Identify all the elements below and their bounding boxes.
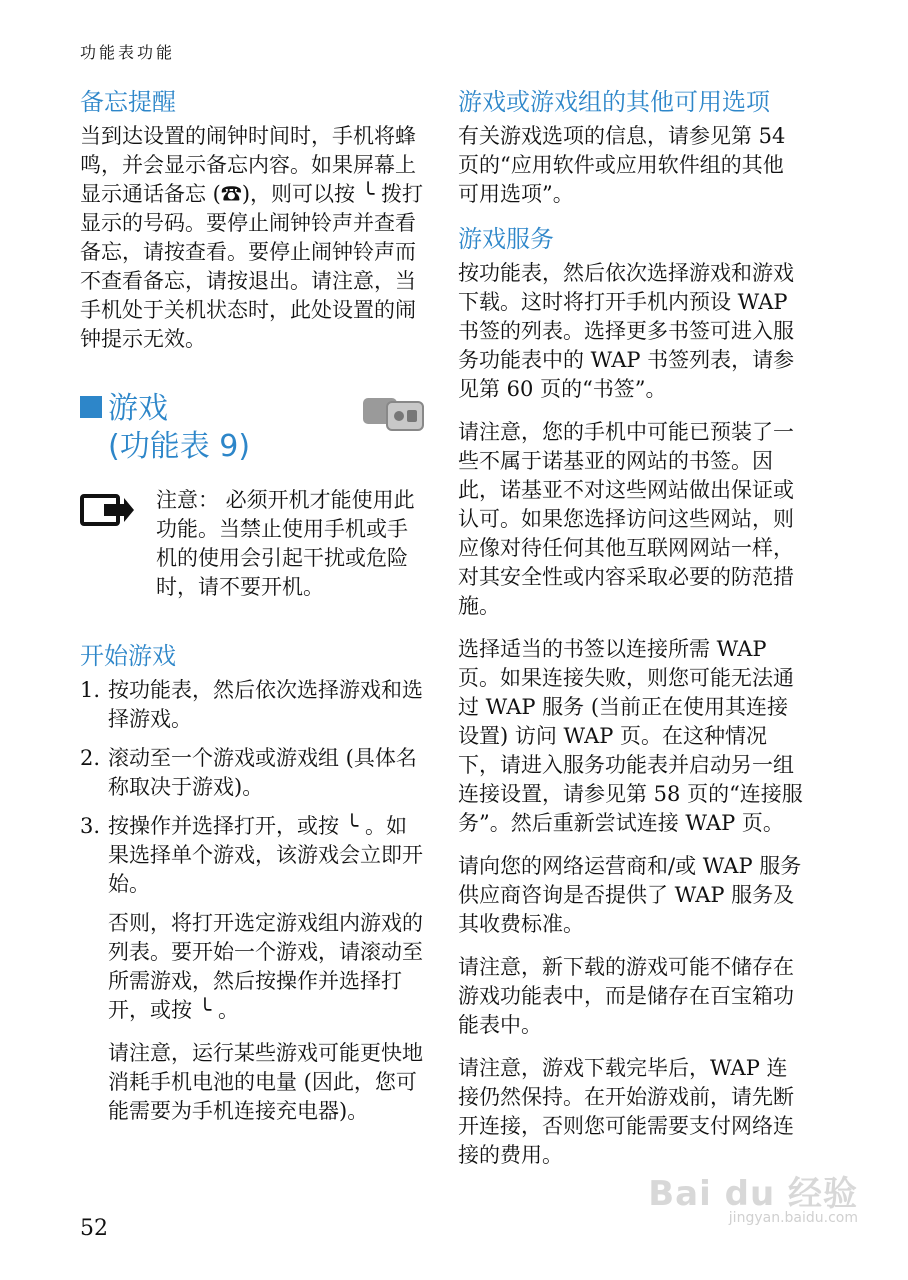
paragraph: 请注意，您的手机中可能已预装了一些不属于诺基亚的网站的书签。因此，诺基亚不对这些网站做出保证或认可。如果您选择访问这些网站，则应像对待任何其他互联网网站一样，对其安全性或内容采取必要的防范措施。 <box>458 420 794 618</box>
step-number: 1. <box>80 678 101 702</box>
paragraph: 请注意，游戏下载完毕后，WAP 连接仍然保持。在开始游戏前，请先断开连接，否则您可能需要支付网络连接的费用。 <box>458 1056 794 1167</box>
note-hand-icon <box>80 492 136 528</box>
page-header: 功能表功能 <box>80 43 176 62</box>
step3-para1: 否则，将打开选定游戏组内游戏的列表。要开始一个游戏，请滚动至所需游戏，然后按操作并选择打开，或按 ╰ 。 <box>108 911 423 1022</box>
service-title: 游戏服务 <box>458 225 554 253</box>
paragraph: 请注意，新下载的游戏可能不储存在游戏功能表中，而是储存在百宝箱功能表中。 <box>458 955 794 1037</box>
list-item <box>80 812 425 899</box>
memo-text: 当到达设置的闹钟时间时，手机将蜂鸣，并会显示备忘内容。如果屏幕上显示通话备忘 (☎)，则可以按 ╰ 拨打显示的号码。要停止闹钟铃声并查看备忘，请按查看。要停止闹钟铃声而不查看备忘，请按退出。请注意，当手机处于关机状态时，此处设置的闹钟提示无效。 <box>80 124 424 351</box>
step3-para2: 请注意，运行某些游戏可能更快地消耗手机电池的电量 (因此，您可能需要为手机连接充电器)。 <box>108 1041 423 1123</box>
list-item <box>80 744 425 802</box>
step-text: 按操作并选择打开，或按 ╰ 。如果选择单个游戏，该游戏会立即开始。 <box>108 814 423 896</box>
steps-list <box>80 676 425 899</box>
paragraph: 选择适当的书签以连接所需 WAP 页。如果连接失败，则您可能无法通过 WAP 服务 (当前正在使用其连接设置) 访问 WAP 页。在这种情况下，请进入服务功能表并启动另一组连接设置，请参见第 58 页的“连接服务”。然后重新尝试连接 WAP 页。 <box>458 637 803 835</box>
watermark-url: jingyan.baidu.com <box>728 1210 858 1226</box>
note-label: 注意： <box>156 488 219 512</box>
square-bullet-icon <box>80 396 102 418</box>
options-title: 游戏或游戏组的其他可用选项 <box>458 88 770 116</box>
page-number: 52 <box>80 1216 108 1241</box>
step-number: 3. <box>80 814 101 838</box>
list-item <box>80 676 425 734</box>
right-column <box>458 86 803 1170</box>
service-text: 按功能表，然后依次选择游戏和游戏下载。这时将打开手机内预设 WAP 书签的列表。选择更多书签可进入服务功能表中的 WAP 书签列表，请参见第 60 页的“书签”。 <box>458 261 795 401</box>
start-games-title: 开始游戏 <box>80 642 176 670</box>
left-column <box>80 86 425 1126</box>
memo-title: 备忘提醒 <box>80 88 176 116</box>
options-text: 有关游戏选项的信息，请参见第 54 页的“应用软件或应用软件组的其他可用选项”。 <box>458 124 786 206</box>
paragraph: 请向您的网络运营商和/或 WAP 服务供应商咨询是否提供了 WAP 服务及其收费标准。 <box>458 854 802 936</box>
games-icon <box>361 392 425 432</box>
step-text: 滚动至一个游戏或游戏组 (具体名称取决于游戏)。 <box>108 746 417 799</box>
watermark-logo: Bai du 经验 <box>648 1174 858 1214</box>
games-subtitle: (功能表 9) <box>108 429 251 464</box>
step-text: 按功能表，然后依次选择游戏和选择游戏。 <box>108 678 423 731</box>
games-section-title <box>80 390 425 466</box>
step-number: 2. <box>80 746 101 770</box>
note-text: 必须开机才能使用此功能。当禁止使用手机或手机的使用会引起干扰或危险时，请不要开机。 <box>156 488 415 599</box>
note-box <box>80 486 425 602</box>
games-title: 游戏 <box>108 391 168 426</box>
